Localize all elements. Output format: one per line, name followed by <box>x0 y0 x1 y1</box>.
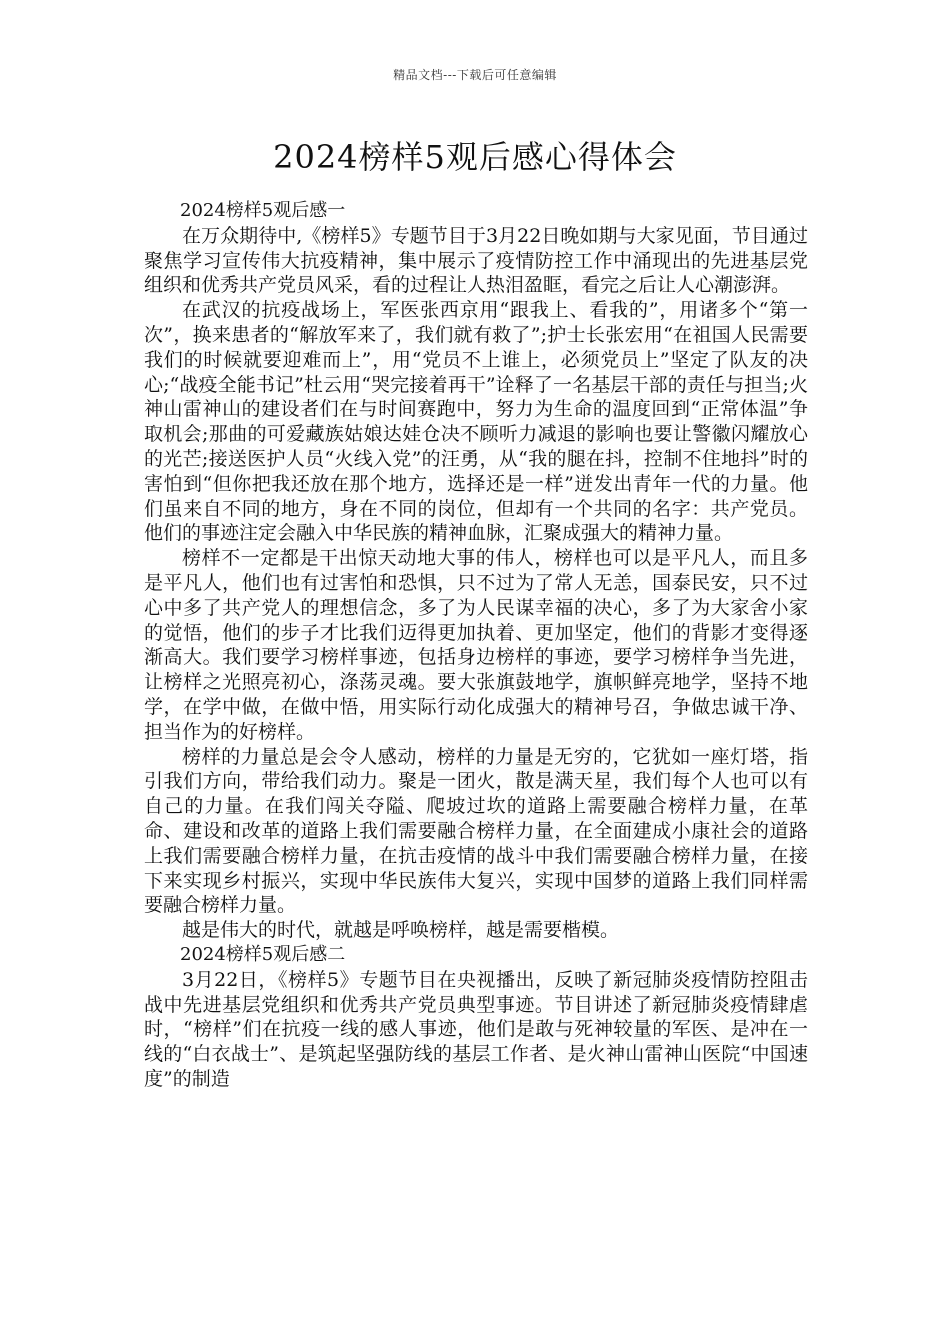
document-title: 2024榜样5观后感心得体会 <box>273 138 677 176</box>
document-body <box>144 199 808 1092</box>
body-paragraph: 越是伟大的时代，就越是呼唤榜样，越是需要楷模。 <box>182 919 620 942</box>
body-paragraph: 3月22日，《榜样5》专题节目在央视播出，反映了新冠肺炎疫情防控阻击战中先进基层党组织和优秀共产党员典型事迹。节目讲述了新冠肺炎疫情肆虐时，“榜样”们在抗疫一线的感人事迹，他们是敢与死神较量的军医、是冲在一线的“白衣战士”、是筑起坚强防线的基层工作者、是火神山雷神山医院“中国速度”的制造 <box>144 968 808 1090</box>
body-paragraph: 在万众期待中,《榜样5》专题节目于3月22日晚如期与大家见面，节目通过聚焦学习宣传伟大抗疫精神，集中展示了疫情防控工作中涌现出的先进基层党组织和优秀共产党员风采，看的过程让人热泪盈眶，看完之后让人心潮澎湃。 <box>144 224 808 297</box>
body-paragraph: 榜样的力量总是会令人感动，榜样的力量是无穷的，它犹如一座灯塔，指引我们方向，带给我们动力。聚是一团火，散是满天星，我们每个人也可以有自己的力量。在我们闯关夺隘、爬坡过坎的道路上需要融合榜样力量，在革命、建设和改革的道路上我们需要融合榜样力量，在全面建成小康社会的道路上我们需要融合榜样力量，在抗击疫情的战斗中我们需要融合榜样力量，在接下来实现乡村振兴，实现中华民族伟大复兴，实现中国梦的道路上我们同样需要融合榜样力量。 <box>144 745 808 917</box>
section-heading: 2024榜样5观后感一 <box>180 200 346 221</box>
page-header-watermark: 精品文档---下载后可任意编辑 <box>393 68 557 82</box>
section-heading: 2024榜样5观后感二 <box>180 943 346 965</box>
body-paragraph: 在武汉的抗疫战场上，军医张西京用“跟我上、看我的”，用诸多个“第一次”，换来患者的“解放军来了，我们就有救了”;护士长张宏用“在祖国人民需要我们的时候就要迎难而上”，用“党员不上谁上，必须党员上”坚定了队友的决心;“战疫全能书记”杜云用“哭完接着再干”诠释了一名基层干部的责任与担当;火神山雷神山的建设者们在与时间赛跑中，努力为生命的温度回到“正常体温”争取机会;那曲的可爱藏族姑娘达娃仓决不顾听力减退的影响也要让警徽闪耀放心的光芒;接送医护人员“火线入党”的汪勇，从“我的腿在抖，控制不住地抖”时的害怕到“但你把我还放在那个地方，选择还是一样”迸发出青年一代的力量。他们虽来自不同的地方，身在不同的岗位，但却有一个共同的名字：共产党员。他们的事迹注定会融入中华民族的精神血脉，汇聚成强大的精神力量。 <box>144 299 808 545</box>
body-paragraph: 榜样不一定都是干出惊天动地大事的伟人，榜样也可以是平凡人，而且多是平凡人，他们也有过害怕和恐惧，只不过为了常人无恙，国泰民安，只不过心中多了共产党人的理想信念，多了为人民谋幸福的决心，多了为大家舍小家的觉悟，他们的步子才比我们迈得更加执着、更加坚定，他们的背影才变得逐渐高大。我们要学习榜样事迹，包括身边榜样的事迹，要学习榜样争当先进，让榜样之光照亮初心，涤荡灵魂。要大张旗鼓地学，旗帜鲜亮地学，坚持不地学，在学中做，在做中悟，用实际行动化成强大的精神号召，争做忠诚干净、担当作为的好榜样。 <box>144 547 808 743</box>
